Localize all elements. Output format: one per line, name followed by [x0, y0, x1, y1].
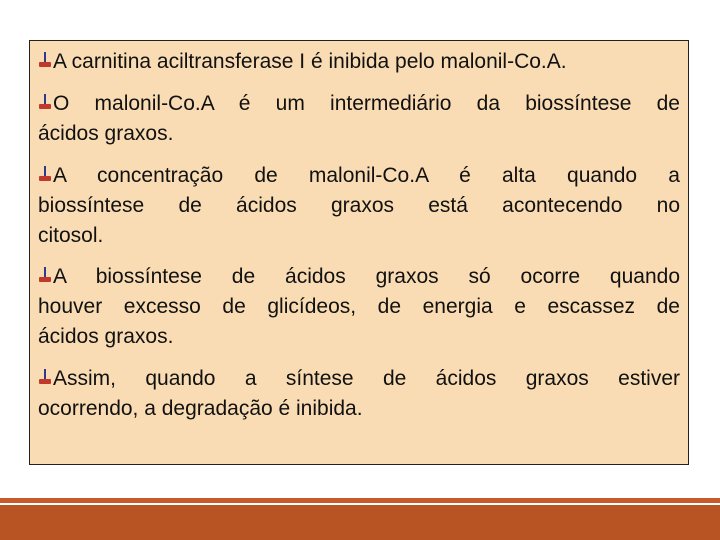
bullet-marker-icon	[38, 267, 52, 285]
bullet-4-line-2: houver excesso de glicídeos, de energia e escassez de	[38, 295, 680, 318]
bullet-5-line-2: ocorrendo, a degradação é inibida.	[38, 397, 363, 420]
content-box	[29, 40, 689, 465]
bullet-marker-icon	[38, 94, 52, 112]
bullet-2-line-1: O malonil-Co.A é um intermediário da biossíntese de	[53, 92, 680, 115]
bullet-item-1	[38, 47, 680, 77]
footer-accent-bar	[0, 505, 720, 540]
bullet-item-4	[38, 262, 680, 352]
bullet-2-line-2: ácidos graxos.	[38, 122, 174, 145]
bullet-3-line-1: A concentração de malonil-Co.A é alta quando a	[53, 164, 680, 187]
bullet-marker-icon	[38, 369, 52, 387]
bullet-3-line-3: citosol.	[38, 224, 104, 247]
bullet-marker-icon	[38, 166, 52, 184]
footer-accent-line	[0, 498, 720, 503]
bullet-1-line-1: A carnitina aciltransferase I é inibida pelo malonil-Co.A.	[53, 50, 567, 73]
bullet-4-line-1: A biossíntese de ácidos graxos só ocorre quando	[53, 265, 680, 288]
bullet-item-3	[38, 161, 680, 251]
bullet-5-line-1: Assim, quando a síntese de ácidos graxos estiver	[53, 367, 680, 390]
bullet-marker-icon	[38, 52, 52, 70]
bullet-4-line-3: ácidos graxos.	[38, 325, 174, 348]
bullet-3-line-2: biossíntese de ácidos graxos está acontecendo no	[38, 194, 680, 217]
bullet-item-5	[38, 364, 680, 424]
bullet-item-2	[38, 89, 680, 149]
